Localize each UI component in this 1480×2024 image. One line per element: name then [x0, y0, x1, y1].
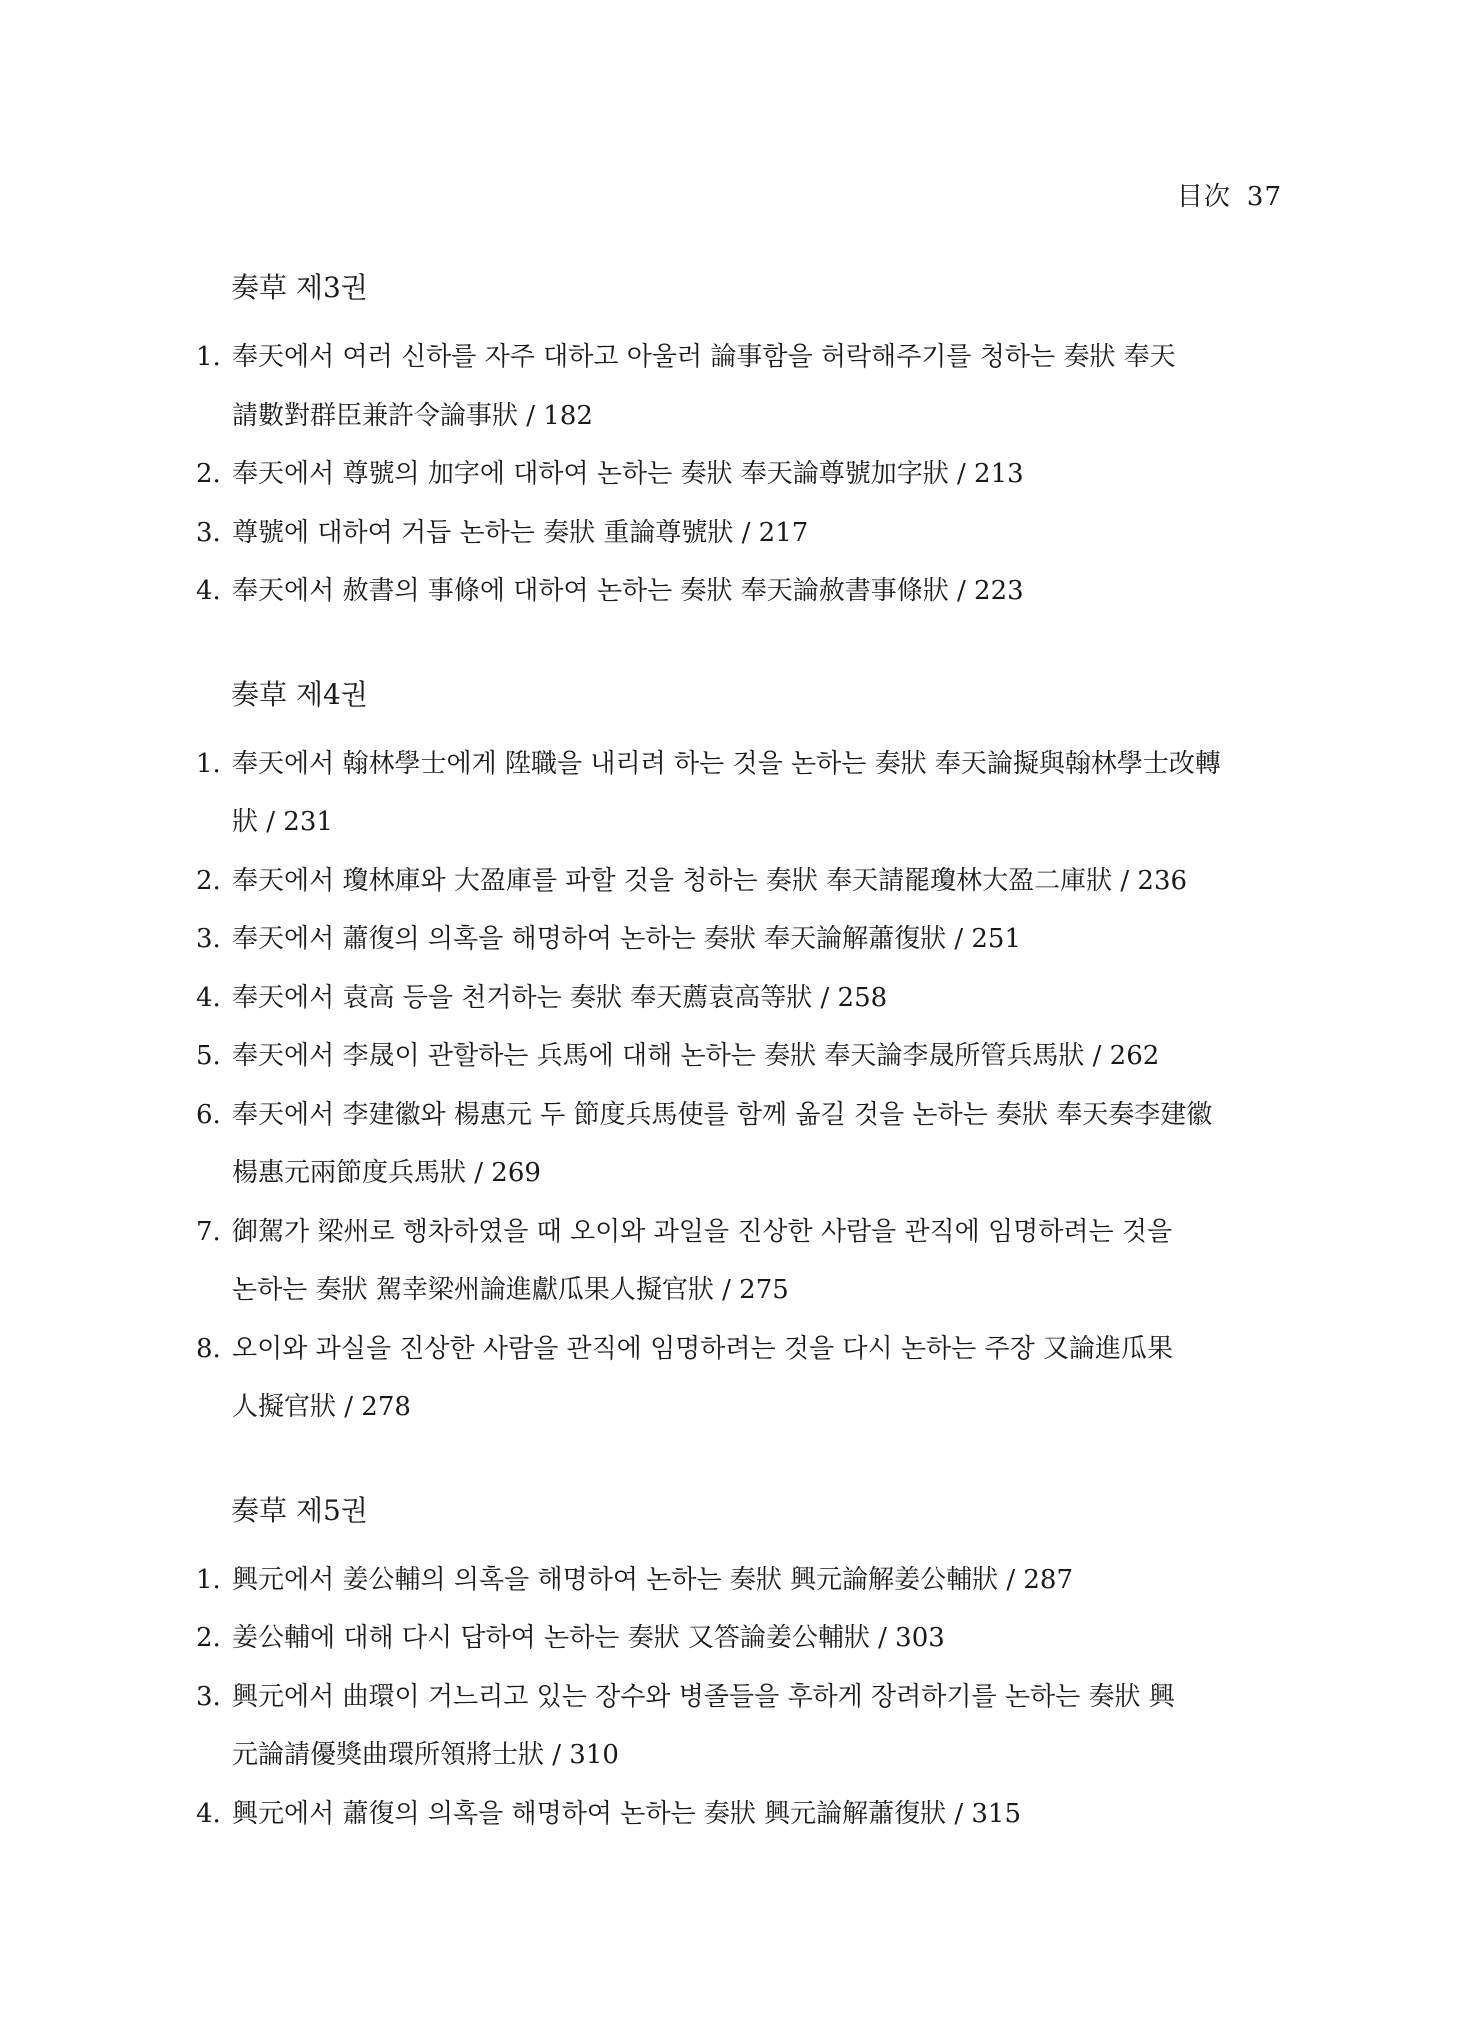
entry-number: 3. — [196, 924, 221, 954]
entry-text-line: 狀 / 231 — [232, 807, 333, 837]
entry-number: 2. — [196, 1623, 221, 1653]
entry-number: 1. — [196, 1564, 221, 1595]
entry-number: 4. — [196, 982, 221, 1013]
toc-section-volume-4 — [196, 677, 1286, 1437]
toc-entry — [196, 1086, 1286, 1203]
entry-list — [196, 328, 1286, 621]
entry-text-line: 오이와 과실을 진상한 사람을 관직에 임명하려는 것을 다시 논하는 주장 又論進瓜果 — [232, 1333, 1174, 1364]
entry-text-line: 논하는 奏狀 駕幸梁州論進獻瓜果人擬官狀 / 275 — [232, 1275, 789, 1305]
entry-text-line: 姜公輔에 대해 다시 답하여 논하는 奏狀 又答論姜公輔狀 / 303 — [232, 1623, 945, 1653]
toc-entry — [196, 1320, 1286, 1437]
entry-number: 6. — [196, 1099, 221, 1130]
toc-entry — [196, 969, 1286, 1028]
toc-entry — [196, 562, 1286, 621]
header-label: 目次 — [1176, 182, 1231, 212]
toc-entry — [196, 910, 1286, 969]
entry-number: 5. — [196, 1041, 221, 1071]
toc-entry — [196, 852, 1286, 911]
entry-list — [196, 1551, 1286, 1844]
entry-number: 3. — [196, 1681, 221, 1712]
entry-number: 1. — [196, 342, 221, 372]
entry-text-line: 興元에서 蕭復의 의혹을 해명하여 논하는 奏狀 興元論解蕭復狀 / 315 — [232, 1798, 1022, 1829]
entry-number: 8. — [196, 1333, 221, 1364]
section-title: 奏草 제4권 — [231, 677, 368, 711]
toc-entry — [196, 504, 1286, 563]
entry-text-line: 興元에서 曲環이 거느리고 있는 장수와 병졸들을 후하게 장려하기를 논하는 奏狀 興 — [232, 1681, 1175, 1712]
entry-text-line: 奉天에서 赦書의 事條에 대하여 논하는 奏狀 奉天論赦書事條狀 / 223 — [232, 576, 1024, 606]
toc-entry — [196, 1551, 1286, 1610]
section-title: 奏草 제5권 — [231, 1493, 368, 1527]
toc-section-volume-5 — [196, 1493, 1286, 1844]
toc-section-volume-3 — [196, 270, 1286, 621]
entry-number: 2. — [196, 459, 221, 489]
entry-text-line: 元論請優獎曲環所領將士狀 / 310 — [232, 1740, 619, 1770]
toc-entry — [196, 328, 1286, 445]
entry-text-line: 奉天에서 李晟이 관할하는 兵馬에 대해 논하는 奏狀 奉天論李晟所管兵馬狀 / 262 — [232, 1041, 1160, 1071]
toc-entry — [196, 1668, 1286, 1785]
entry-number: 4. — [196, 1798, 221, 1829]
table-of-contents — [196, 270, 1286, 1899]
toc-entry — [196, 445, 1286, 504]
entry-text-line: 人擬官狀 / 278 — [232, 1392, 411, 1422]
entry-text-line: 奉天에서 尊號의 加字에 대하여 논하는 奏狀 奉天論尊號加字狀 / 213 — [232, 459, 1024, 489]
entry-number: 1. — [196, 748, 221, 779]
entry-text-line: 奉天에서 여러 신하를 자주 대하고 아울러 論事함을 허락해주기를 청하는 奏狀 奉天 — [232, 342, 1176, 372]
entry-number: 3. — [196, 517, 221, 548]
page-number: 37 — [1246, 182, 1282, 212]
toc-entry — [196, 735, 1286, 852]
entry-text-line: 興元에서 姜公輔의 의혹을 해명하여 논하는 奏狀 興元論解姜公輔狀 / 287 — [232, 1564, 1074, 1595]
entry-list — [196, 735, 1286, 1437]
entry-text-line: 請數對群臣兼許令論事狀 / 182 — [232, 400, 593, 431]
section-title: 奏草 제3권 — [231, 271, 368, 304]
entry-number: 4. — [196, 576, 221, 606]
entry-text-line: 尊號에 대하여 거듭 논하는 奏狀 重論尊號狀 / 217 — [232, 517, 809, 548]
entry-text-line: 楊惠元兩節度兵馬狀 / 269 — [232, 1158, 541, 1188]
entry-text-line: 御駕가 梁州로 행차하였을 때 오이와 과일을 진상한 사람을 관직에 임명하려는 것을 — [232, 1216, 1173, 1247]
entry-text-line: 奉天에서 李建徽와 楊惠元 두 節度兵馬使를 함께 옮길 것을 논하는 奏狀 奉天奏李建徽 — [232, 1099, 1213, 1130]
entry-text-line: 奉天에서 蕭復의 의혹을 해명하여 논하는 奏狀 奉天論解蕭復狀 / 251 — [232, 924, 1022, 954]
toc-entry — [196, 1785, 1286, 1844]
toc-entry — [196, 1027, 1286, 1086]
entry-text-line: 奉天에서 翰林學士에게 陞職을 내리려 하는 것을 논하는 奏狀 奉天論擬與翰林學士改轉 — [232, 748, 1221, 779]
toc-entry — [196, 1609, 1286, 1668]
entry-number: 2. — [196, 865, 221, 896]
entry-number: 7. — [196, 1216, 221, 1247]
toc-entry — [196, 1203, 1286, 1320]
entry-text-line: 奉天에서 瓊林庫와 大盈庫를 파할 것을 청하는 奏狀 奉天請罷瓊林大盈二庫狀 / 236 — [232, 865, 1188, 896]
running-header — [1177, 176, 1282, 213]
entry-text-line: 奉天에서 袁高 등을 천거하는 奏狀 奉天薦袁高等狀 / 258 — [232, 982, 888, 1013]
